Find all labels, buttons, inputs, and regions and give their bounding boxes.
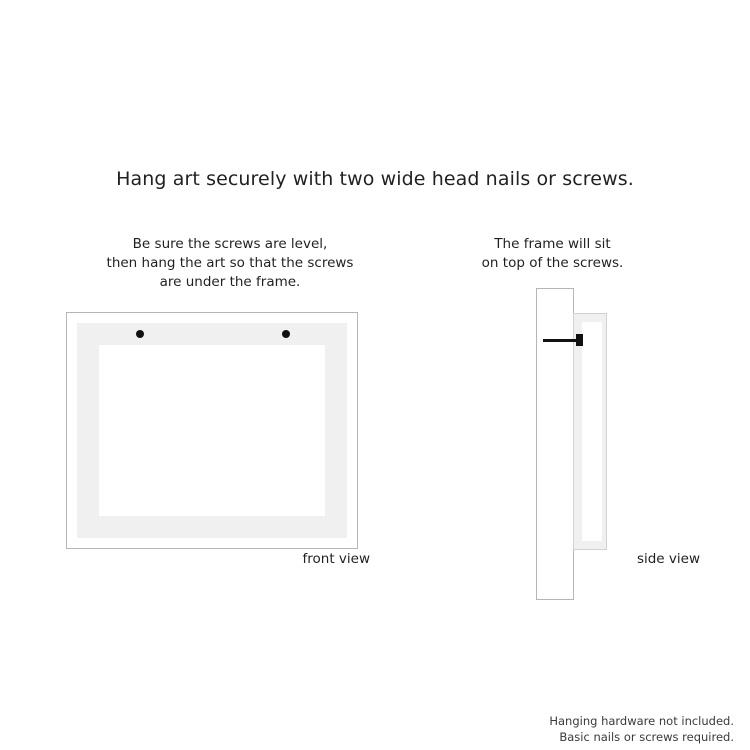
front-view-left-screw-icon [136, 330, 144, 338]
footer-note-line-1: Hanging hardware not included. [549, 713, 734, 728]
front-view-artwork [99, 345, 325, 516]
footer-note-line-2: Basic nails or screws required. [559, 730, 734, 745]
front-view-frame [66, 312, 358, 549]
side-caption-line-1: The frame will sit [494, 236, 611, 252]
side-view-caption [440, 235, 665, 273]
side-view-label: side view [636, 551, 700, 567]
side-view-frame [573, 313, 607, 550]
front-caption-line-2: then hang the art so that the screws [106, 255, 354, 272]
side-caption-line-2: on top of the screws. [481, 255, 624, 272]
front-view-label: front view [302, 551, 370, 567]
page-title: Hang art securely with two wide head nails or screws. [116, 168, 634, 190]
front-view-mat [77, 323, 347, 538]
footer-note [314, 713, 734, 746]
side-view-frame-inner [582, 322, 602, 541]
front-view-right-screw-icon [282, 330, 290, 338]
front-caption-line-3: are under the frame. [159, 274, 301, 291]
front-caption-line-1: Be sure the screws are level, [132, 236, 328, 252]
front-view-caption [40, 235, 420, 292]
side-view-screw-head-icon [576, 334, 583, 346]
